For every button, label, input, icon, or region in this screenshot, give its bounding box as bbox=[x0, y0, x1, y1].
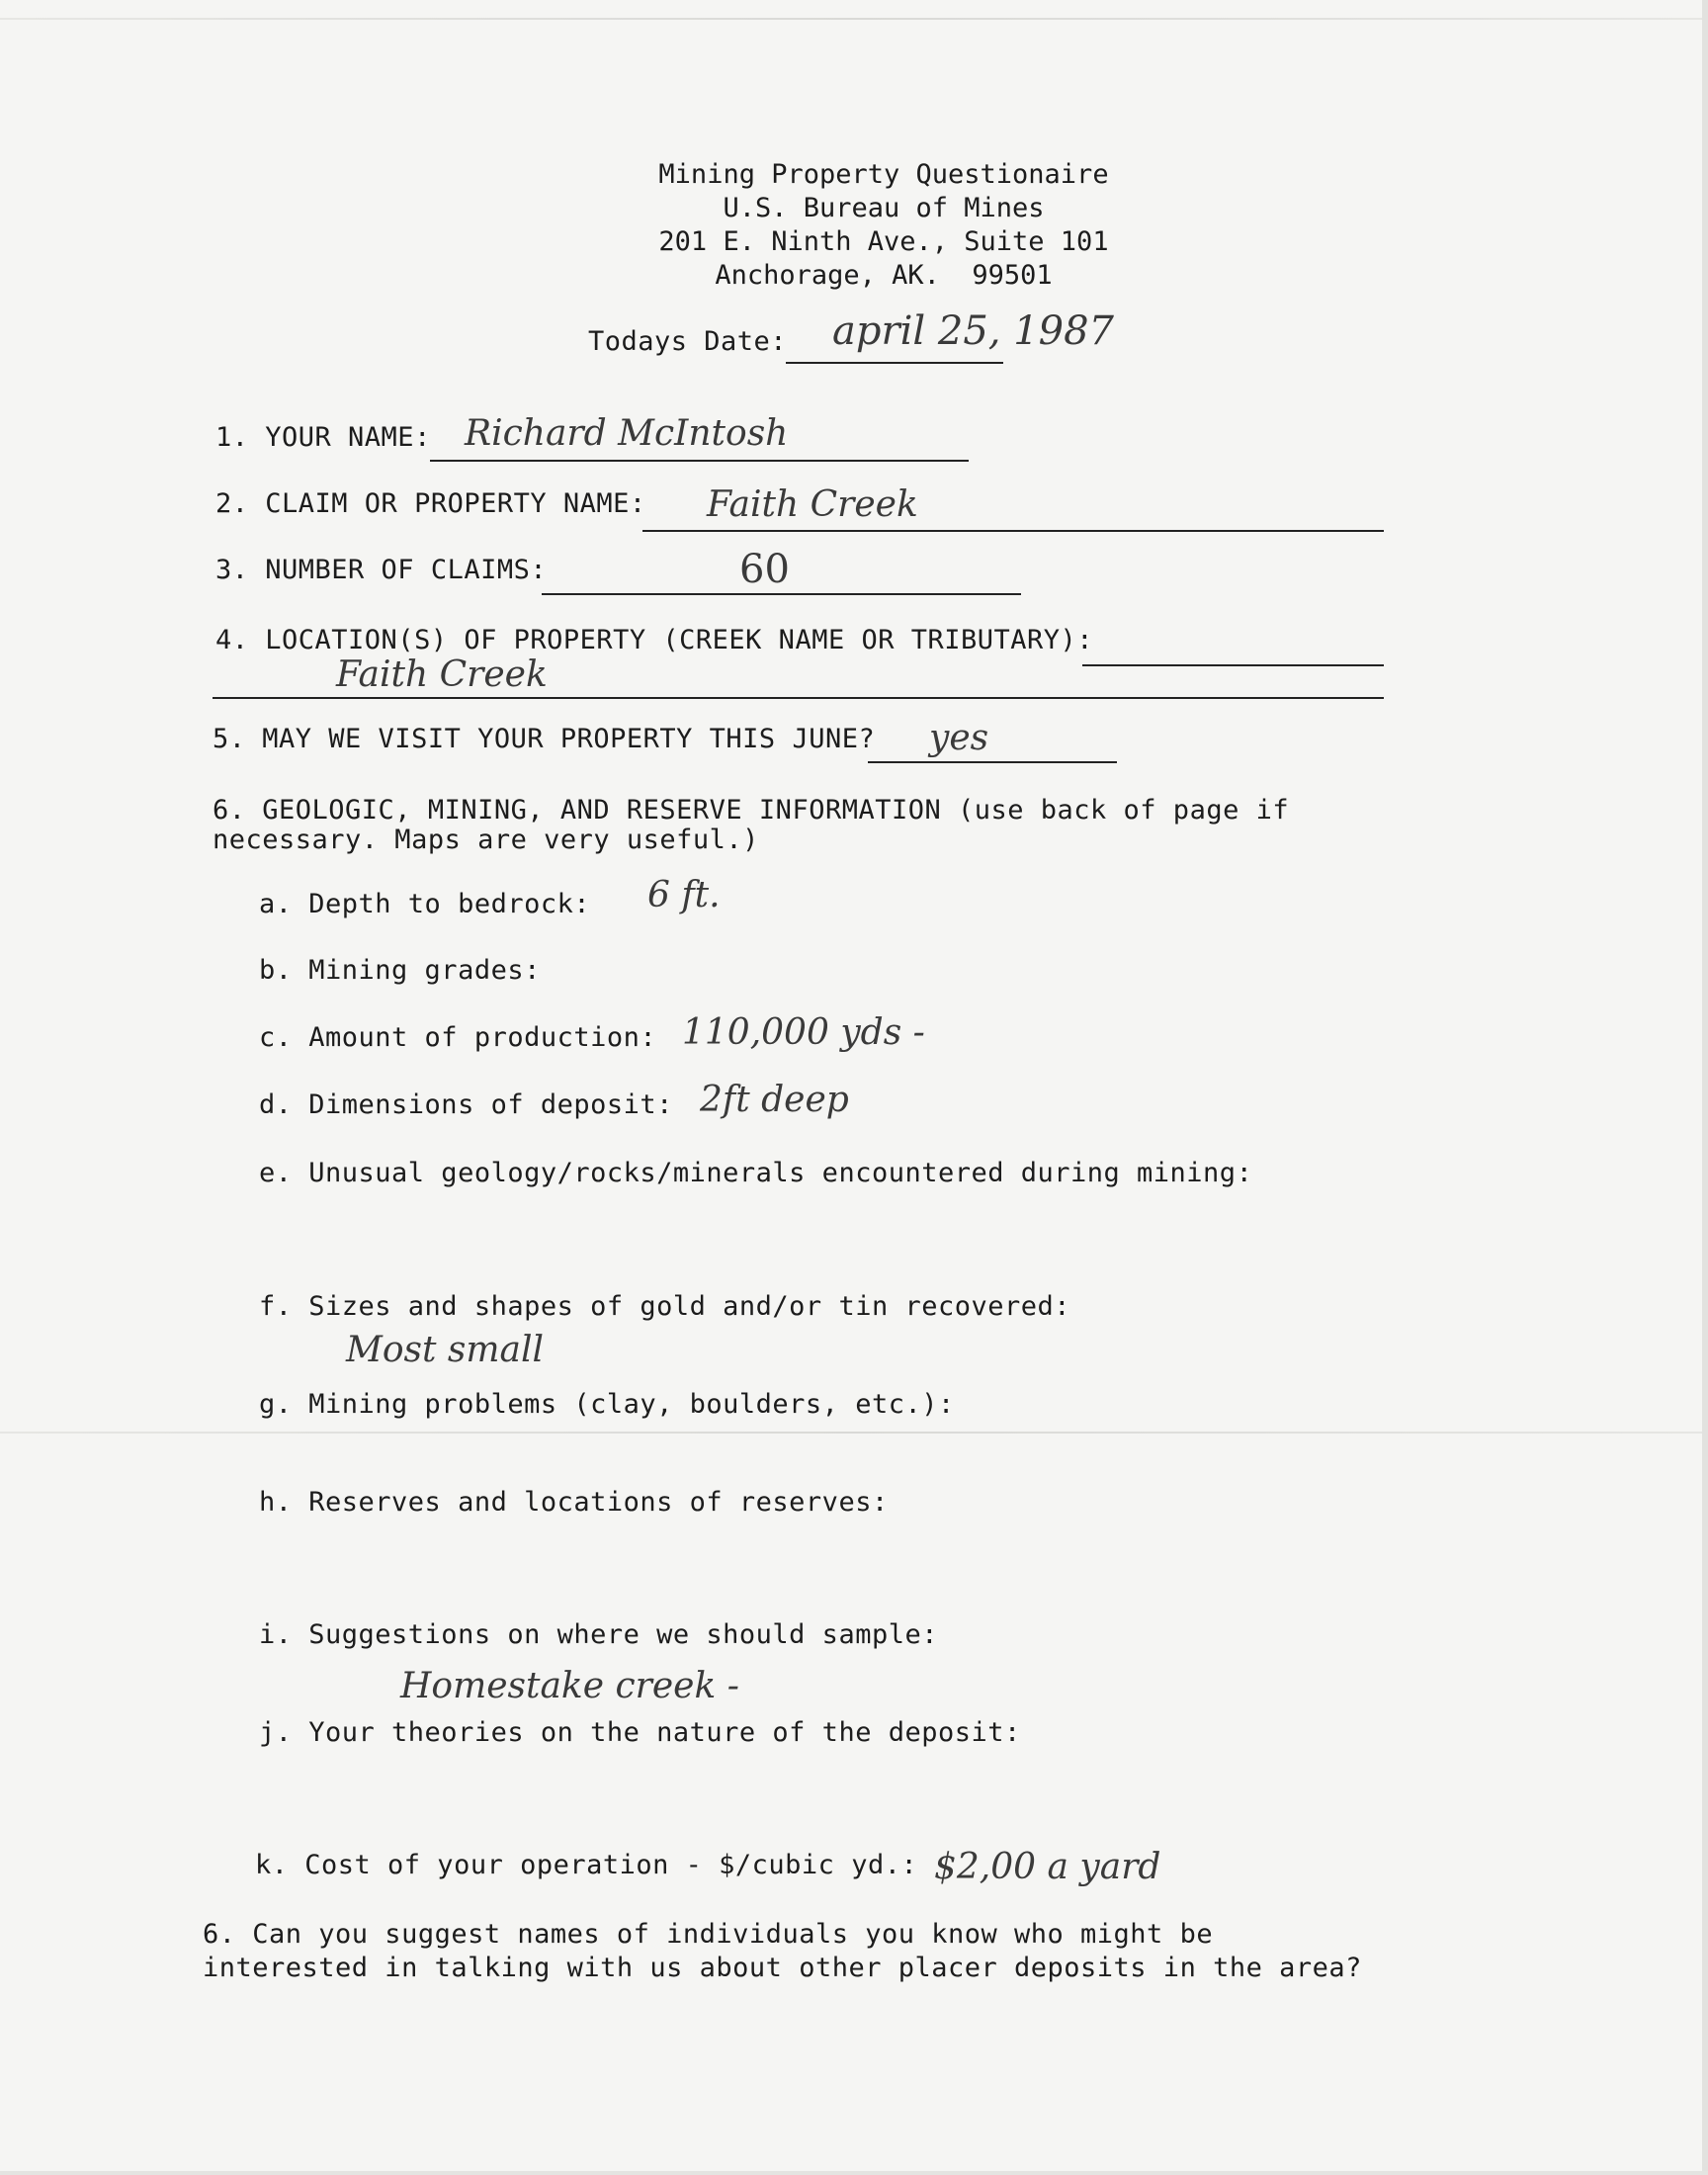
q6f-answer[interactable]: Most small bbox=[346, 1330, 545, 1370]
q6j-label: j. Your theories on the nature of the deposit: bbox=[259, 1717, 1021, 1748]
q3-line bbox=[542, 593, 1021, 595]
q6g-label: g. Mining problems (clay, boulders, etc.): bbox=[259, 1389, 955, 1420]
form-title: Mining Property Questionaire bbox=[658, 159, 1109, 190]
q5-answer[interactable]: yes bbox=[929, 718, 989, 758]
q6d-answer[interactable]: 2ft deep bbox=[700, 1080, 849, 1120]
q3-label: 3. NUMBER OF CLAIMS: bbox=[215, 555, 548, 585]
q2-label: 2. CLAIM OR PROPERTY NAME: bbox=[215, 488, 646, 519]
q2-answer[interactable]: Faith Creek bbox=[707, 484, 918, 525]
q7-line2: interested in talking with us about other placer deposits in the area? bbox=[203, 1953, 1362, 1983]
q1-label: 1. YOUR NAME: bbox=[215, 422, 431, 453]
date-label: Todays Date: bbox=[588, 326, 788, 357]
date-answer[interactable]: april 25, 1987 bbox=[832, 308, 1114, 354]
q3-answer[interactable]: 60 bbox=[739, 547, 790, 592]
letterhead bbox=[0, 158, 1708, 293]
q4-line-1 bbox=[1082, 664, 1384, 666]
date-line bbox=[786, 362, 1003, 364]
agency-name: U.S. Bureau of Mines bbox=[723, 193, 1045, 223]
q6f-label: f. Sizes and shapes of gold and/or tin recovered: bbox=[259, 1291, 1071, 1322]
q1-line bbox=[430, 460, 969, 462]
q6k-answer[interactable]: $2,00 a yard bbox=[934, 1847, 1161, 1887]
q7-line1: 6. Can you suggest names of individuals you know who might be bbox=[203, 1919, 1214, 1950]
q6a-answer[interactable]: 6 ft. bbox=[647, 875, 721, 915]
paper-edge bbox=[1702, 0, 1708, 2175]
q6h-label: h. Reserves and locations of reserves: bbox=[259, 1487, 889, 1518]
street-address: 201 E. Ninth Ave., Suite 101 bbox=[658, 226, 1109, 257]
q6-heading-line2: necessary. Maps are very useful.) bbox=[213, 825, 759, 855]
q4-line-2 bbox=[213, 697, 1384, 699]
q5-label: 5. MAY WE VISIT YOUR PROPERTY THIS JUNE? bbox=[213, 724, 876, 754]
q1-answer[interactable]: Richard McIntosh bbox=[465, 413, 789, 454]
paper-fold bbox=[0, 18, 1708, 20]
q6a-label: a. Depth to bedrock: bbox=[259, 889, 591, 919]
q4-answer[interactable]: Faith Creek bbox=[336, 654, 548, 695]
q5-line bbox=[868, 761, 1117, 763]
q2-line bbox=[642, 530, 1384, 532]
q6i-label: i. Suggestions on where we should sample: bbox=[259, 1619, 938, 1650]
q4-label: 4. LOCATION(S) OF PROPERTY (CREEK NAME OR TRIBUTARY): bbox=[215, 625, 1094, 655]
q6k-label: k. Cost of your operation - $/cubic yd.: bbox=[255, 1850, 918, 1880]
paper-edge bbox=[0, 2171, 1708, 2175]
q6e-label: e. Unusual geology/rocks/minerals encountered during mining: bbox=[259, 1158, 1253, 1188]
q6d-label: d. Dimensions of deposit: bbox=[259, 1089, 673, 1120]
q6i-answer[interactable]: Homestake creek - bbox=[400, 1666, 739, 1706]
q6c-label: c. Amount of production: bbox=[259, 1022, 657, 1053]
paper-fold bbox=[0, 1432, 1708, 1434]
q6-heading-line1: 6. GEOLOGIC, MINING, AND RESERVE INFORMATION (use back of page if bbox=[213, 795, 1290, 826]
q6c-answer[interactable]: 110,000 yds - bbox=[682, 1012, 925, 1053]
q6b-label: b. Mining grades: bbox=[259, 955, 541, 986]
city-state-zip: Anchorage, AK. 99501 bbox=[715, 260, 1053, 291]
